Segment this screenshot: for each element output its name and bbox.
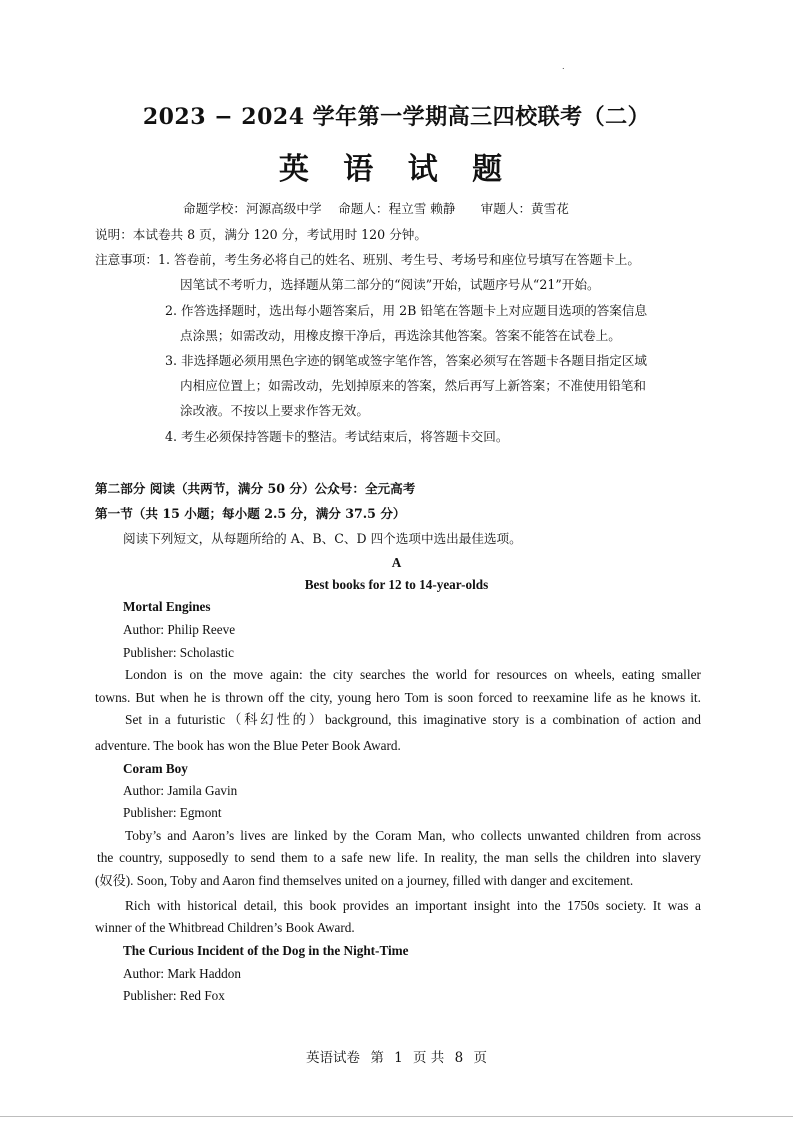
part-title: 第二部分 阅读（共两节，满分 50 分）公众号：全元高考 (95, 481, 416, 496)
book-author: Author: Jamila Gavin (123, 783, 238, 798)
footer-subject: 英语试卷 (306, 1050, 361, 1066)
book-title: The Curious Incident of the Dog in the Night-Time (123, 943, 409, 958)
instruction-1-line-2: 因笔试不考听力，选择题从第二部分的“阅读”开始，试题序号从“21”开始。 (180, 277, 600, 292)
book-publisher: Publisher: Red Fox (123, 988, 225, 1003)
footer-page-number: 1 (394, 1050, 403, 1066)
book-paragraph-line: the country, supposedly to send them to a safe new life. In reality, the man sells the children into slavery (97, 850, 701, 865)
book-publisher: Publisher: Egmont (123, 805, 222, 820)
book-paragraph-line: Rich with historical detail, this book provides an important insight into the 1750s society. It was a (125, 898, 701, 913)
reading-directions: 阅读下列短文，从每题所给的 A、B、C、D 四个选项中选出最佳选项。 (123, 531, 522, 546)
exam-note: 说明：本试卷共 8 页，满分 120 分，考试用时 120 分钟。 (95, 227, 427, 242)
instruction-3-line-3: 涂改液。不按以上要求作答无效。 (180, 403, 369, 418)
book-paragraph-line: Set in a futuristic（科幻性的）background, this imaginative story is a combination of action and (125, 712, 701, 727)
instruction-2-line-1: 2. 作答选择题时，选出每小题答案后，用 2B 铅笔在答题卡上对应题目选项的答案信息 (165, 303, 648, 318)
bottom-rule (0, 1116, 793, 1117)
instruction-3-line-2: 内相应位置上；如需改动，先划掉原来的答案，然后再写上新答案；不准使用铅笔和 (180, 378, 646, 393)
exam-title: 2023 − 2024 学年第一学期高三四校联考（二） (142, 104, 651, 130)
subsection-title: 第一节（共 15 小题；每小题 2.5 分，满分 37.5 分） (95, 506, 406, 521)
author-credits: 命题学校：河源高级中学 命题人：程立雪 赖静 审题人：黄雪花 (183, 201, 569, 216)
instruction-4: 4. 考生必须保持答题卡的整洁。考试结束后，将答题卡交回。 (165, 429, 509, 444)
book-paragraph-line: Toby’s and Aaron’s lives are linked by the Coram Man, who collects unwanted children from across (125, 828, 701, 843)
instruction-3-line-1: 3. 非选择题必须用黑色字迹的钢笔或签字笔作答，答案必须写在答题卡各题目指定区域 (165, 353, 647, 368)
book-paragraph-line: winner of the Whitbread Children’s Book Award. (95, 920, 355, 935)
passage-letter: A (391, 555, 402, 570)
footer-page-suffix: 页 (473, 1050, 487, 1066)
book-paragraph-line: towns. But when he is thrown off the city, young hero Tom is soon forced to reexamine life as he knows it. (95, 690, 701, 705)
book-paragraph-line: London is on the move again: the city searches the world for resources on wheels, eating smaller (125, 667, 701, 682)
footer-page-mid: 页 共 (413, 1050, 445, 1066)
book-author: Author: Mark Haddon (123, 966, 241, 981)
instruction-1-line-1: 注意事项：1. 答卷前，考生务必将自己的姓名、班别、考生号、考场号和座位号填写在答题卡上。 (95, 252, 640, 267)
footer-total-pages: 8 (454, 1050, 464, 1066)
book-title: Mortal Engines (123, 599, 211, 614)
stray-dot: . (562, 62, 565, 71)
book-publisher: Publisher: Scholastic (123, 645, 234, 660)
passage-title: Best books for 12 to 14-year-olds (304, 577, 489, 592)
book-paragraph-line: adventure. The book has won the Blue Peter Book Award. (95, 738, 401, 753)
subject-title: 英 语 试 题 (278, 152, 515, 187)
book-paragraph-line: (奴役). Soon, Toby and Aaron find themselves united on a journey, filled with danger and excitement. (95, 873, 634, 888)
footer-page-prefix: 第 (370, 1050, 384, 1066)
book-title: Coram Boy (123, 761, 188, 776)
book-author: Author: Philip Reeve (123, 622, 236, 637)
page-footer (0, 1046, 793, 1066)
instruction-2-line-2: 点涂黑；如需改动，用橡皮擦干净后，再选涂其他答案。答案不能答在试卷上。 (180, 328, 621, 343)
